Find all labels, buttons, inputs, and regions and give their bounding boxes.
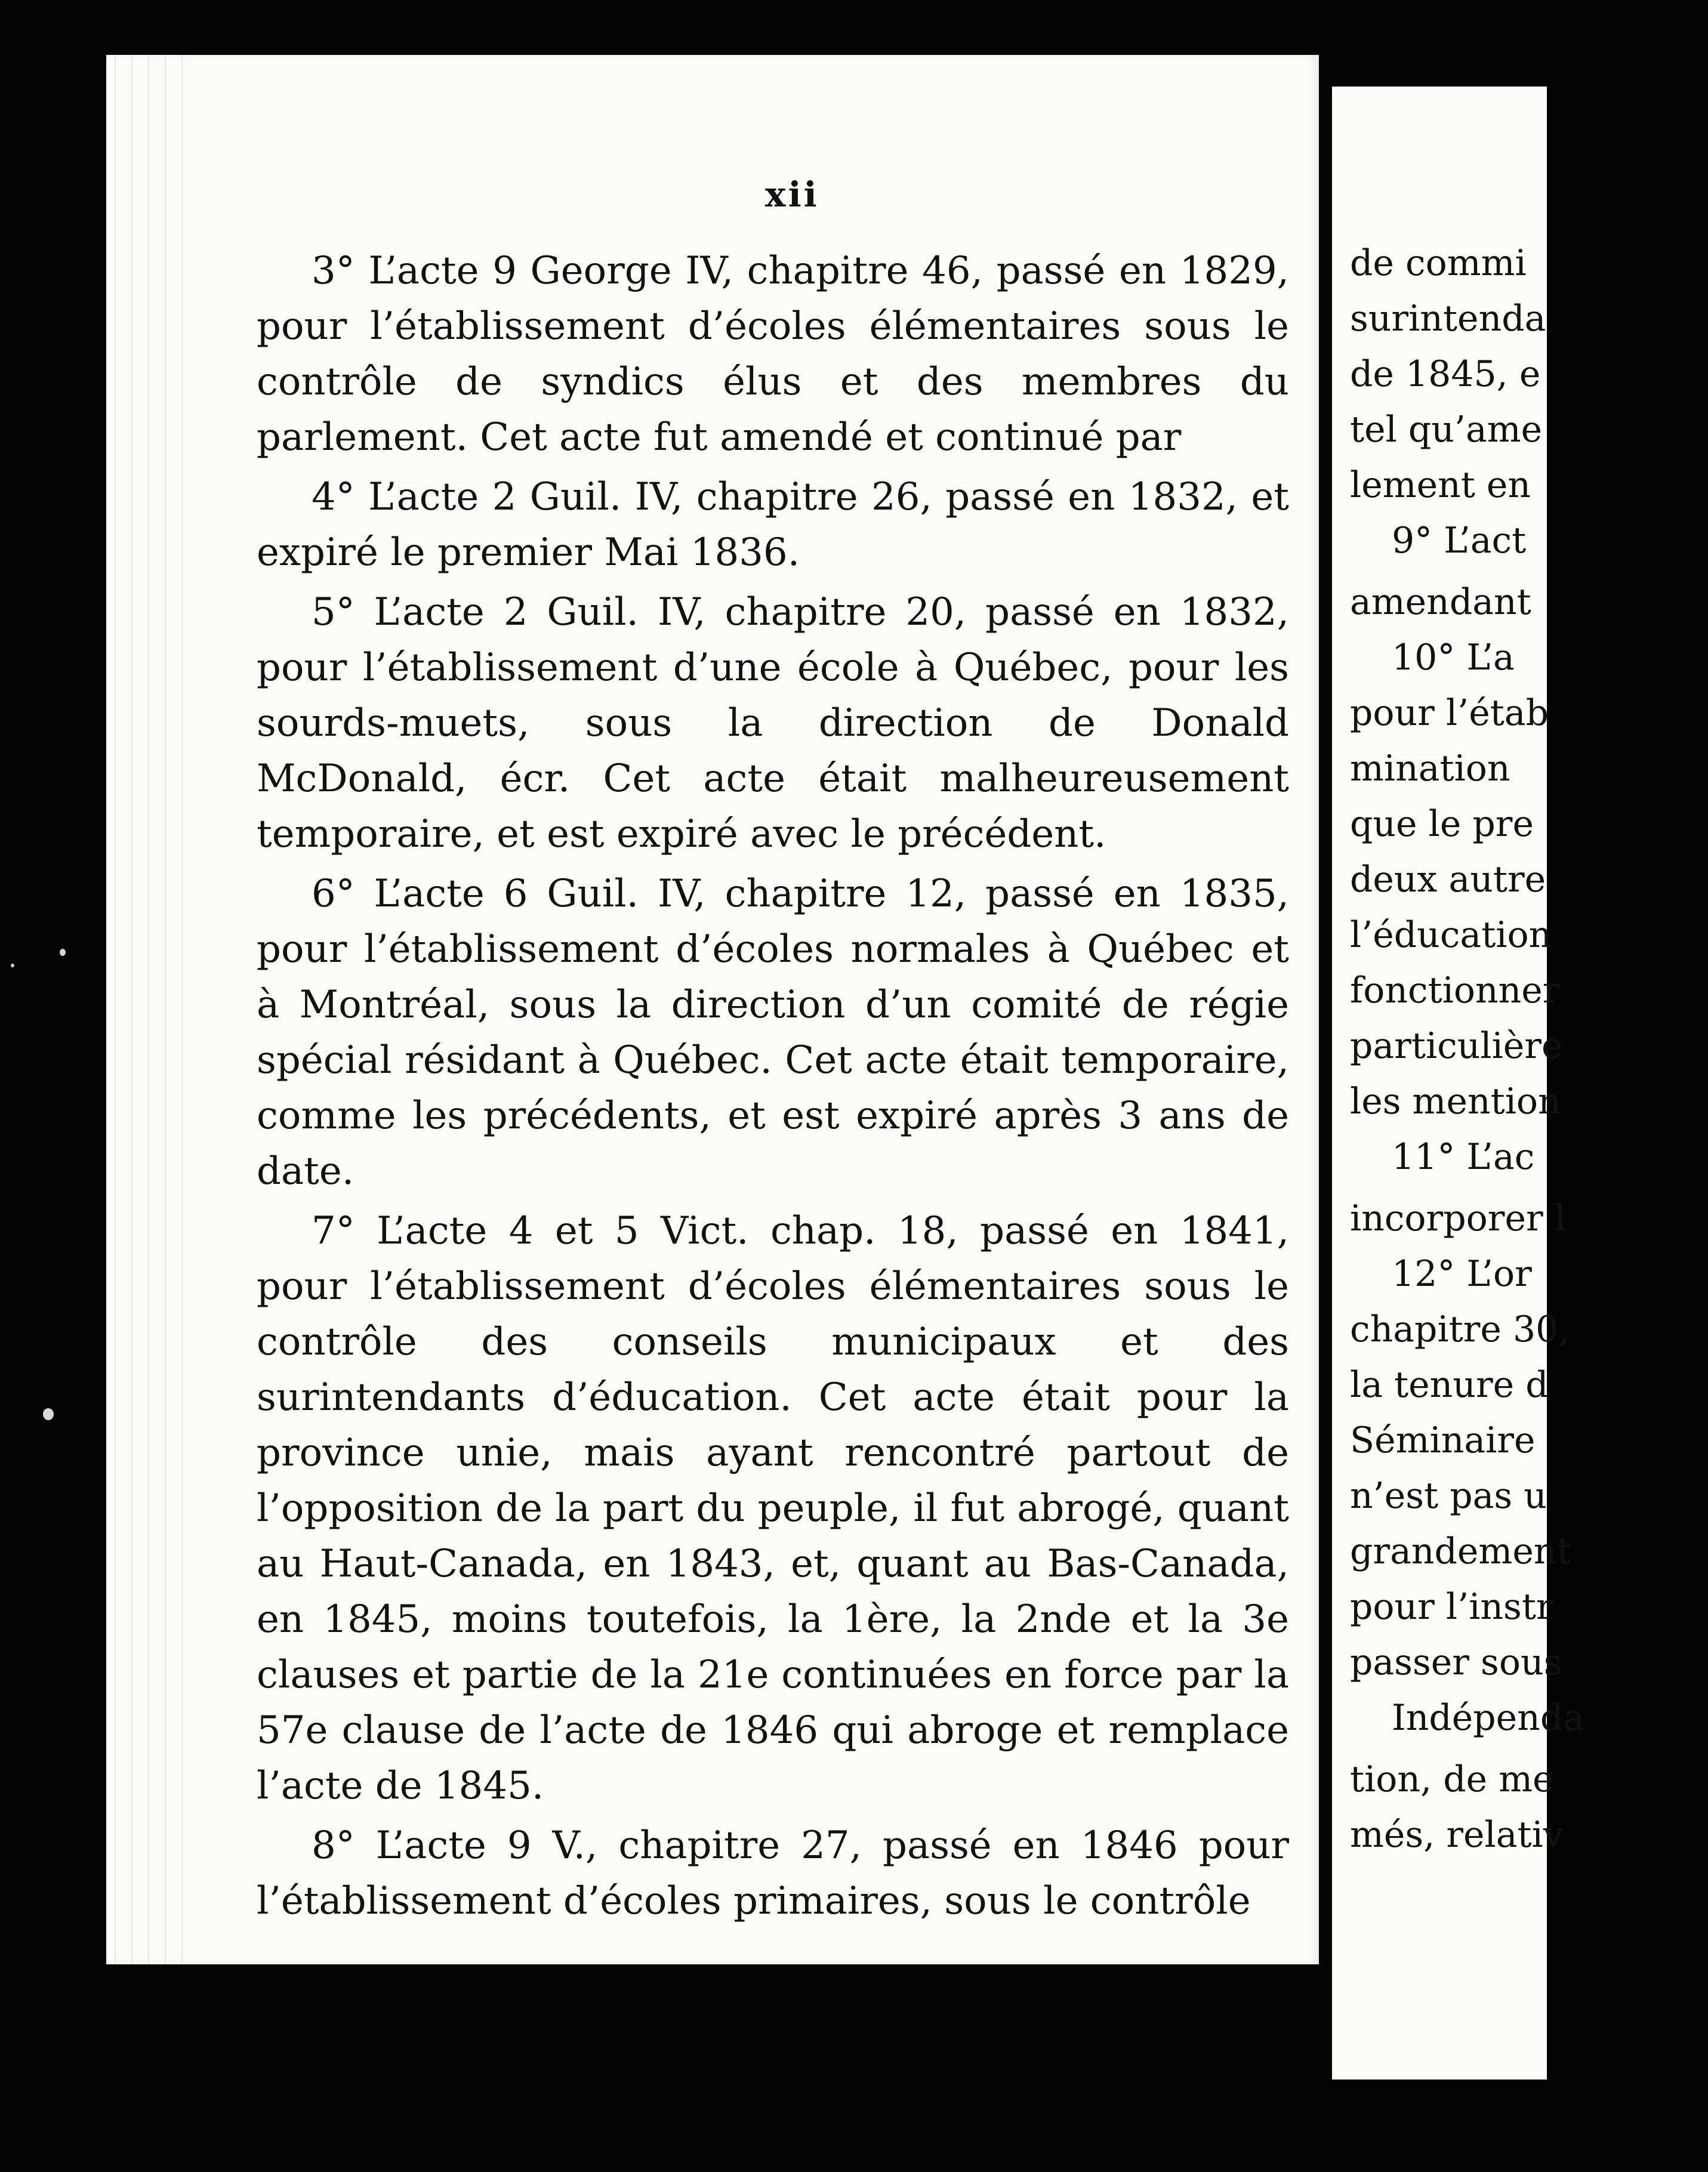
right-line: surintenda [1350, 298, 1546, 340]
right-line: 11° L’ac [1392, 1136, 1535, 1178]
right-line: 9° L’act [1392, 520, 1527, 561]
right-line: de commi [1350, 242, 1527, 284]
right-line: amendant [1350, 581, 1531, 623]
left-page-body [257, 243, 1289, 1933]
paragraph-8: 8° L’acte 9 V., chapitre 27, passé en 1846 pour l’établissement d’écoles primaires, sous le contrôle [257, 1824, 1289, 1923]
right-line: 10° L’a [1392, 637, 1515, 678]
right-line: que le pre [1350, 803, 1534, 845]
paragraph-5: 5° L’acte 2 Guil. IV, chapitre 20, passé en 1832, pour l’établissement d’une école à Québec, pour les sourds-muets, sous la direction de Donald McDonald, écr. Cet acte était malheureusement temporaire, et est expiré avec le précédent. [257, 590, 1289, 856]
paragraph-3: 3° L’acte 9 George IV, chapitre 46, passé en 1829, pour l’établissement d’écoles élémentaires sous le contrôle de syndics élus et des membres du parlement. Cet acte fut amendé et continué par [257, 249, 1289, 459]
right-line: Séminaire [1350, 1420, 1536, 1461]
right-line: grandement [1350, 1531, 1571, 1572]
right-line: lement en [1350, 464, 1531, 506]
right-line: incorporer l [1350, 1198, 1566, 1239]
right-line: n’est pas u [1350, 1475, 1547, 1517]
paragraph-7: 7° L’acte 4 et 5 Vict. chap. 18, passé en 1841, pour l’établissement d’écoles élémentaires sous le contrôle des conseils municipaux et des surintendants d’éducation. Cet acte était pour la province unie, mais ayant rencontré partout de l’opposition de la part du peuple, il fut abrogé, quant au Haut-Canada, en 1843, et, quant au Bas-Canada, en 1845, moins toutefois, la 1ère, la 2nde et la 3e clauses et partie de la 21e continuées en force par la 57e clause de l’acte de 1846 qui abroge et remplace l’acte de 1845. [257, 1209, 1289, 1808]
right-line: tel qu’ame [1350, 409, 1543, 451]
paragraph-6: 6° L’acte 6 Guil. IV, chapitre 12, passé en 1835, pour l’établissement d’écoles normales à Québec et à Montréal, sous la direction d’un comité de régie spécial résidant à Québec. Cet acte était temporaire, comme les précédents, et est expiré après 3 ans de date. [257, 872, 1289, 1193]
page-edge-stack [106, 55, 184, 1964]
right-line: passer sous [1350, 1642, 1562, 1683]
right-line: tion, de me [1350, 1758, 1554, 1800]
right-line: mination [1350, 748, 1510, 789]
right-page-body [1350, 236, 1708, 1863]
dust-speck [11, 964, 14, 967]
dust-speck [60, 949, 66, 956]
paragraph-4: 4° L’acte 2 Guil. IV, chapitre 26, passé en 1832, et expiré le premier Mai 1836. [257, 475, 1289, 575]
right-line: pour l’instr [1350, 1586, 1553, 1628]
right-line: més, relativ [1350, 1814, 1564, 1856]
right-line: les mention [1350, 1081, 1561, 1122]
right-line: la tenure d [1350, 1364, 1549, 1406]
right-line: deux autre [1350, 859, 1546, 900]
right-line: chapitre 30, [1350, 1309, 1570, 1350]
right-line: 12° L’or [1392, 1253, 1532, 1295]
dust-speck [43, 1408, 54, 1420]
page-number: xii [765, 174, 819, 215]
right-line: de 1845, e [1350, 353, 1541, 395]
right-line: pour l’étab [1350, 692, 1549, 734]
right-line: Indépenda [1392, 1697, 1584, 1739]
right-line: l’éducation [1350, 914, 1552, 956]
right-line: fonctionner [1350, 970, 1560, 1011]
right-line: particulière [1350, 1025, 1563, 1067]
